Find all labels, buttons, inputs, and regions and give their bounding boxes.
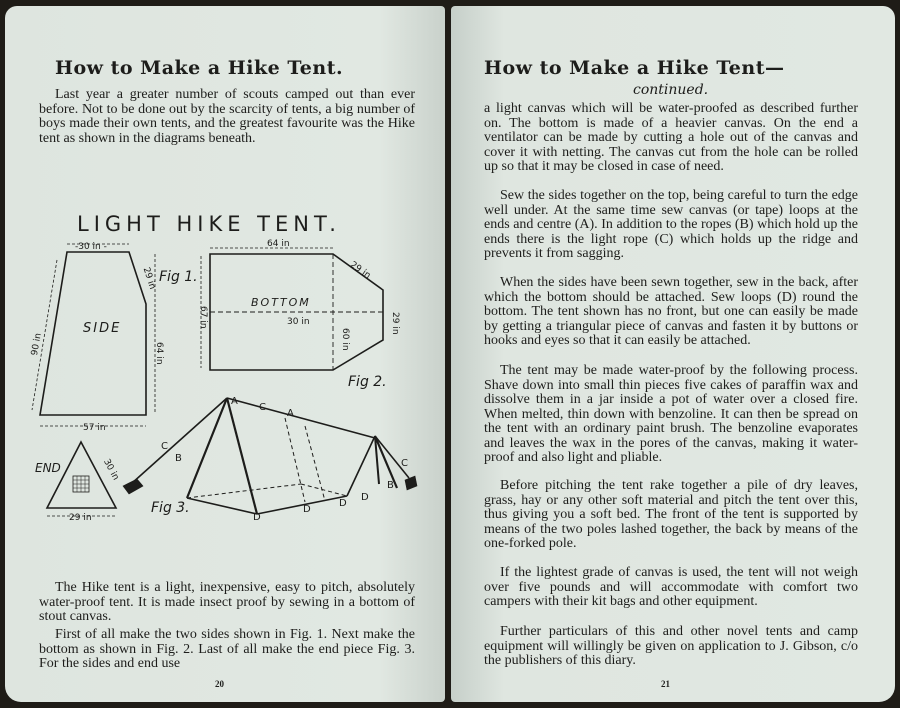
intro-paragraph: Last year a greater number of scouts camped out than ever before. Not to be done out by the scarcity of tents, a big number of boys made their own tents, and the greatest favourite was the Hike tent as shown in the diagrams beneath. — [39, 87, 415, 146]
left-page-heading: How to Make a Hike Tent. — [55, 57, 344, 79]
diagram-title: LIGHT HIKE TENT. — [77, 212, 341, 236]
left-page — [5, 6, 445, 702]
right-paragraph-7: Further particulars of this and other novel tents and camp equipment will willingly be given on application to J. Gibson, c/o the publishers of this diary. — [484, 624, 858, 668]
fig3-letter-a2: A — [287, 408, 294, 419]
fig3-letter-b2: B — [387, 480, 394, 491]
fig2-dim-vertical: 60 in — [340, 328, 350, 351]
fig2-dim-middle: 30 in — [287, 317, 310, 327]
fig3-letter-c2: C — [161, 441, 168, 452]
continued-label: continued. — [633, 82, 709, 98]
left-paragraph-1: The Hike tent is a light, inexpensive, easy to pitch, absolutely water-proof tent. It is made insect proof by sewing in a bottom of stout canvas. — [39, 580, 415, 624]
end-label: END — [35, 461, 61, 475]
fig3-letter-a1: A — [231, 396, 238, 407]
right-paragraph-4: The tent may be made water-proof by the following process. Shave down into small thin pieces five cakes of paraffin wax and dissolve them in a jar inside a pot of water over a closed fire. When melted, thin down with benzoline. It can then be spread on the tent with an ordinary paint brush. The benzoline evaporates and leaves the wax in the pores of the canvas, making it water-proof and also light and pliable. — [484, 363, 858, 465]
fig3-letter-c3: C — [401, 458, 408, 469]
fig1-side-label: SIDE — [83, 321, 122, 336]
right-paragraph-6: If the lightest grade of canvas is used, the tent will not weigh over five pounds and will accommodate with comfort two campers with their kit bags and other equipment. — [484, 565, 858, 609]
fig2-dim-slant: 29 in — [348, 259, 373, 282]
right-page — [451, 6, 895, 702]
fig3-letter-d2: D — [303, 504, 311, 515]
fig2-dim-left: 67 in — [198, 306, 208, 329]
fig1-dim-left: 90 in — [30, 332, 44, 357]
right-paragraph-1: a light canvas which will be water-proofed as described further on. The bottom is made of a heavier canvas. On the end a ventilator can be made by cutting a hole out of the canvas and cover it with netting. The canvas cut from the hole can be rolled up so that it may be closed in case of need. — [484, 101, 858, 174]
fig3-caption: Fig 3. — [151, 500, 190, 516]
right-paragraph-2: Sew the sides together on the top, being careful to turn the edge well under. At the same time sew canvas (or tape) loops at the ends and centre (A). In addition to the ropes (B) which hold up the ends there is the light rope (C) which holds up the ridge and prevents it from sagging. — [484, 188, 858, 261]
tent-diagram — [5, 6, 445, 566]
fig3-tent-drawing — [123, 398, 417, 514]
fig1-dim-slant: 29 in — [140, 266, 158, 291]
fig1-dim-top: -30 in - — [75, 242, 107, 252]
fig1-dim-right: 64 in — [154, 342, 164, 365]
right-page-number: 21 — [661, 679, 670, 689]
end-dim-side: 30 in — [101, 457, 121, 483]
fig2-dim-right: 29 in — [390, 312, 400, 335]
fig2-dim-top: 64 in — [267, 239, 290, 249]
fig2-bottom-label: BOTTOM — [251, 296, 311, 309]
fig2-caption: Fig 2. — [348, 374, 387, 390]
right-paragraph-3: When the sides have been sewn together, sew in the back, after which the bottom should be attached. Sew loops (D) round the bottom. The tent shown has no front, but one can easily be made by getting a triangular piece of canvas and fasten it by buttons or hooks and eyes so that it can easily be attached. — [484, 275, 858, 348]
fig3-letter-d4: D — [361, 492, 369, 503]
fig3-letter-c1: C — [259, 402, 266, 413]
end-triangle — [47, 442, 116, 508]
fig1-dim-bottom: 57 in — [83, 423, 106, 433]
fig3-letter-d1: D — [253, 512, 261, 523]
right-page-heading: How to Make a Hike Tent— — [484, 57, 785, 79]
fig3-letter-b1: B — [175, 453, 182, 464]
left-page-number: 20 — [215, 679, 224, 689]
end-dim-bottom: 29 in — [69, 513, 92, 523]
fig3-letter-d3: D — [339, 498, 347, 509]
right-paragraph-5: Before pitching the tent rake together a pile of dry leaves, grass, hay or any other soft material and pitch the tent over this, thus giving you a soft bed. The front of the tent is supported by means of the two poles lashed together, the back by means of the one-forked pole. — [484, 478, 858, 551]
fig1-caption: Fig 1. — [159, 269, 198, 285]
left-paragraph-2: First of all make the two sides shown in Fig. 1. Next make the bottom as shown in Fig. 2. Last of all make the end piece Fig. 3. For the sides and end use — [39, 627, 415, 671]
